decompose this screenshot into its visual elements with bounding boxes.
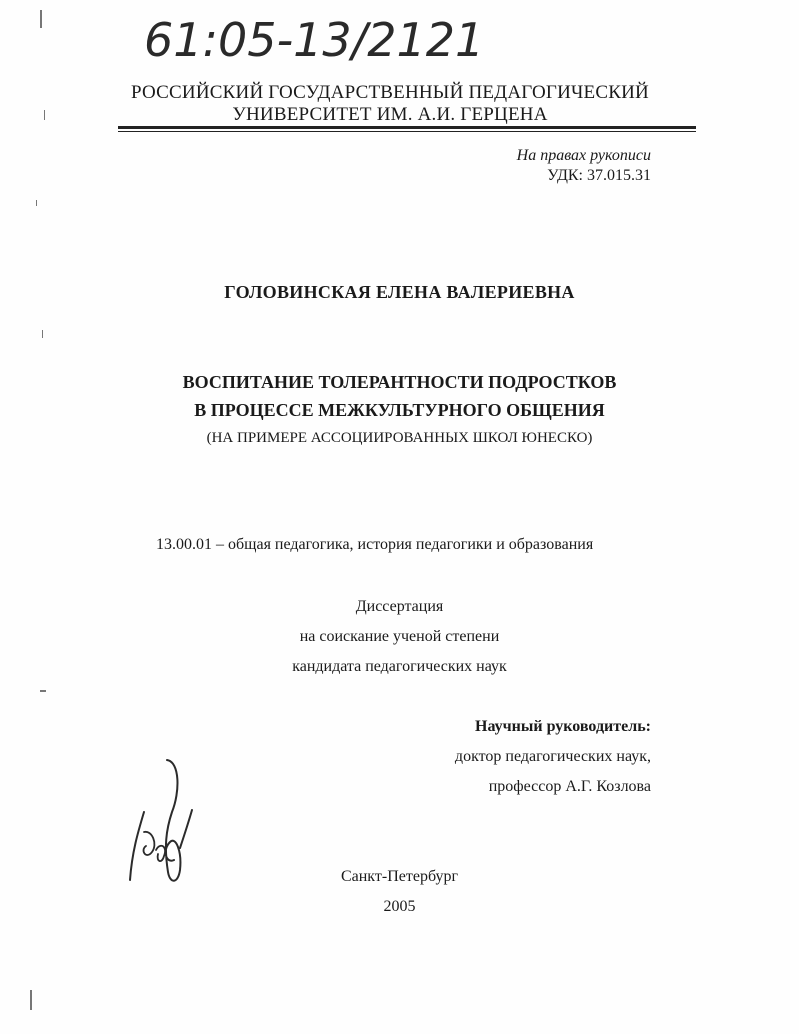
- dissertation-label: Диссертация: [355, 598, 444, 615]
- scan-speck: [36, 200, 37, 206]
- scan-speck: [40, 10, 42, 28]
- thesis-title-line1: ВОСПИТАНИЕ ТОЛЕРАНТНОСТИ ПОДРОСТКОВ: [182, 372, 617, 392]
- header-rule-thin: [118, 131, 696, 132]
- scan-speck: [42, 330, 43, 338]
- year: 2005: [383, 898, 416, 915]
- scan-speck: [44, 110, 45, 120]
- degree-line: на соискание ученой степени: [299, 628, 500, 645]
- advisor-label: Научный руководитель:: [475, 718, 651, 735]
- scan-speck: [30, 990, 32, 1010]
- author-name: ГОЛОВИНСКАЯ ЕЛЕНА ВАЛЕРИЕВНА: [224, 282, 575, 302]
- university-name-line2: УНИВЕРСИТЕТ ИМ. А.И. ГЕРЦЕНА: [232, 104, 548, 125]
- handwritten-archive-number: [140, 2, 540, 74]
- advisor-name: профессор А.Г. Козлова: [488, 778, 651, 795]
- city: Санкт-Петербург: [340, 868, 459, 885]
- rights-block: [517, 146, 651, 186]
- archive-number-text: 61:05-13/2121: [144, 13, 485, 67]
- scan-speck: [40, 690, 46, 692]
- thesis-title-line2: В ПРОЦЕССЕ МЕЖКУЛЬТУРНОГО ОБЩЕНИЯ: [194, 400, 605, 420]
- degree-type: кандидата педагогических наук: [292, 658, 507, 675]
- advisor-degree: доктор педагогических наук,: [454, 748, 651, 765]
- header-rule-thick: [118, 126, 696, 129]
- thesis-subtitle: (НА ПРИМЕРЕ АССОЦИИРОВАННЫХ ШКОЛ ЮНЕСКО): [206, 430, 593, 446]
- advisor-block: [455, 712, 651, 802]
- manuscript-rights: На правах рукописи: [516, 147, 651, 164]
- udc-code: УДК: 37.015.31: [547, 167, 651, 184]
- specialty-code: 13.00.01 – общая педагогика, история педагогики и образования: [156, 536, 594, 553]
- university-name-line1: РОССИЙСКИЙ ГОСУДАРСТВЕННЫЙ ПЕДАГОГИЧЕСКИЙ: [131, 82, 649, 103]
